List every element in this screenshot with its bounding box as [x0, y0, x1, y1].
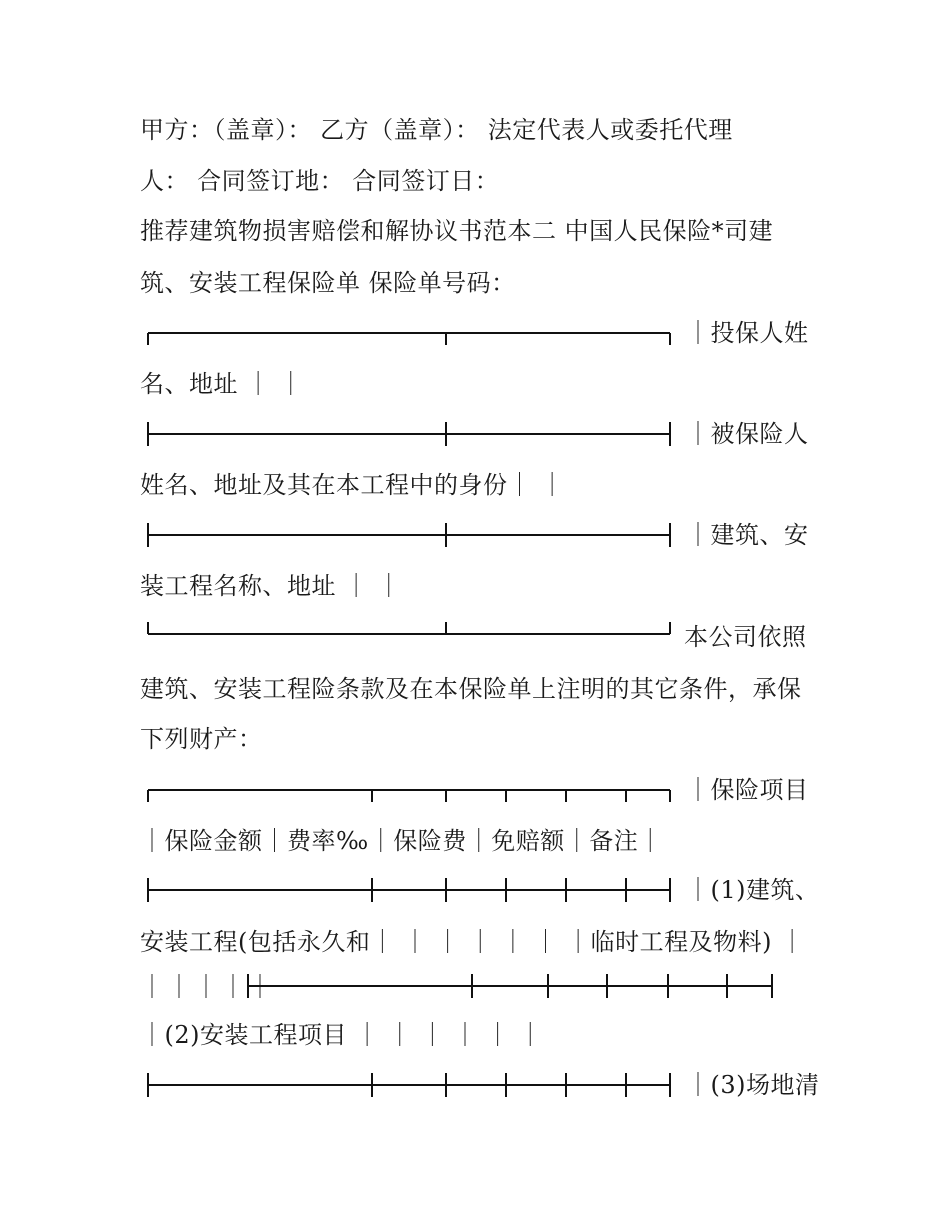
table-rule-6	[140, 876, 680, 904]
rule-label-2: ｜被保险人	[686, 420, 809, 448]
table-rule-3	[140, 521, 680, 549]
text-line-1: 甲方：（盖章）： 乙方（盖章）： 法定代表人或委托代理	[140, 116, 733, 144]
table-rule-5	[140, 782, 680, 806]
text-line-8: 建筑、安装工程险条款及在本保险单上注明的其它条件，承保	[140, 675, 802, 703]
table-rule-1	[140, 325, 680, 349]
table-rule-7	[240, 972, 780, 1000]
rule-label-1: ｜投保人姓	[686, 319, 809, 347]
table-rule-8	[140, 1071, 680, 1099]
rule-label-5: ｜保险项目	[686, 776, 809, 804]
text-line-10: ｜保险金额｜费率‰｜保险费｜免赔额｜备注｜	[140, 827, 663, 855]
rule-label-6: ｜(1)建筑、	[686, 876, 820, 904]
rule-label-7: ｜(3)场地清	[686, 1071, 820, 1099]
text-line-11: 安装工程(包括永久和｜ ｜ ｜ ｜ ｜ ｜ ｜临时工程及物料) ｜	[140, 928, 805, 956]
table-rule-4	[140, 620, 680, 640]
short-bars: ｜｜｜｜｜	[140, 973, 275, 1001]
text-line-12: ｜(2)安装工程项目 ｜ ｜ ｜ ｜ ｜ ｜	[140, 1021, 543, 1049]
text-line-7: 装工程名称、地址 ｜ ｜	[140, 572, 402, 600]
rule-label-4: 本公司依照	[684, 623, 807, 651]
text-line-5: 名、地址 ｜ ｜	[140, 370, 304, 398]
text-line-6: 姓名、地址及其在本工程中的身份｜ ｜	[140, 471, 565, 499]
text-line-9: 下列财产：	[140, 725, 263, 753]
table-rule-2	[140, 420, 680, 448]
text-line-4: 筑、安装工程保险单 保险单号码：	[140, 269, 516, 297]
text-line-3: 推荐建筑物损害赔偿和解协议书范本二 中国人民保险*司建	[140, 217, 774, 245]
text-line-2: 人： 合同签订地： 合同签订日：	[140, 167, 500, 195]
rule-label-3: ｜建筑、安	[686, 521, 809, 549]
